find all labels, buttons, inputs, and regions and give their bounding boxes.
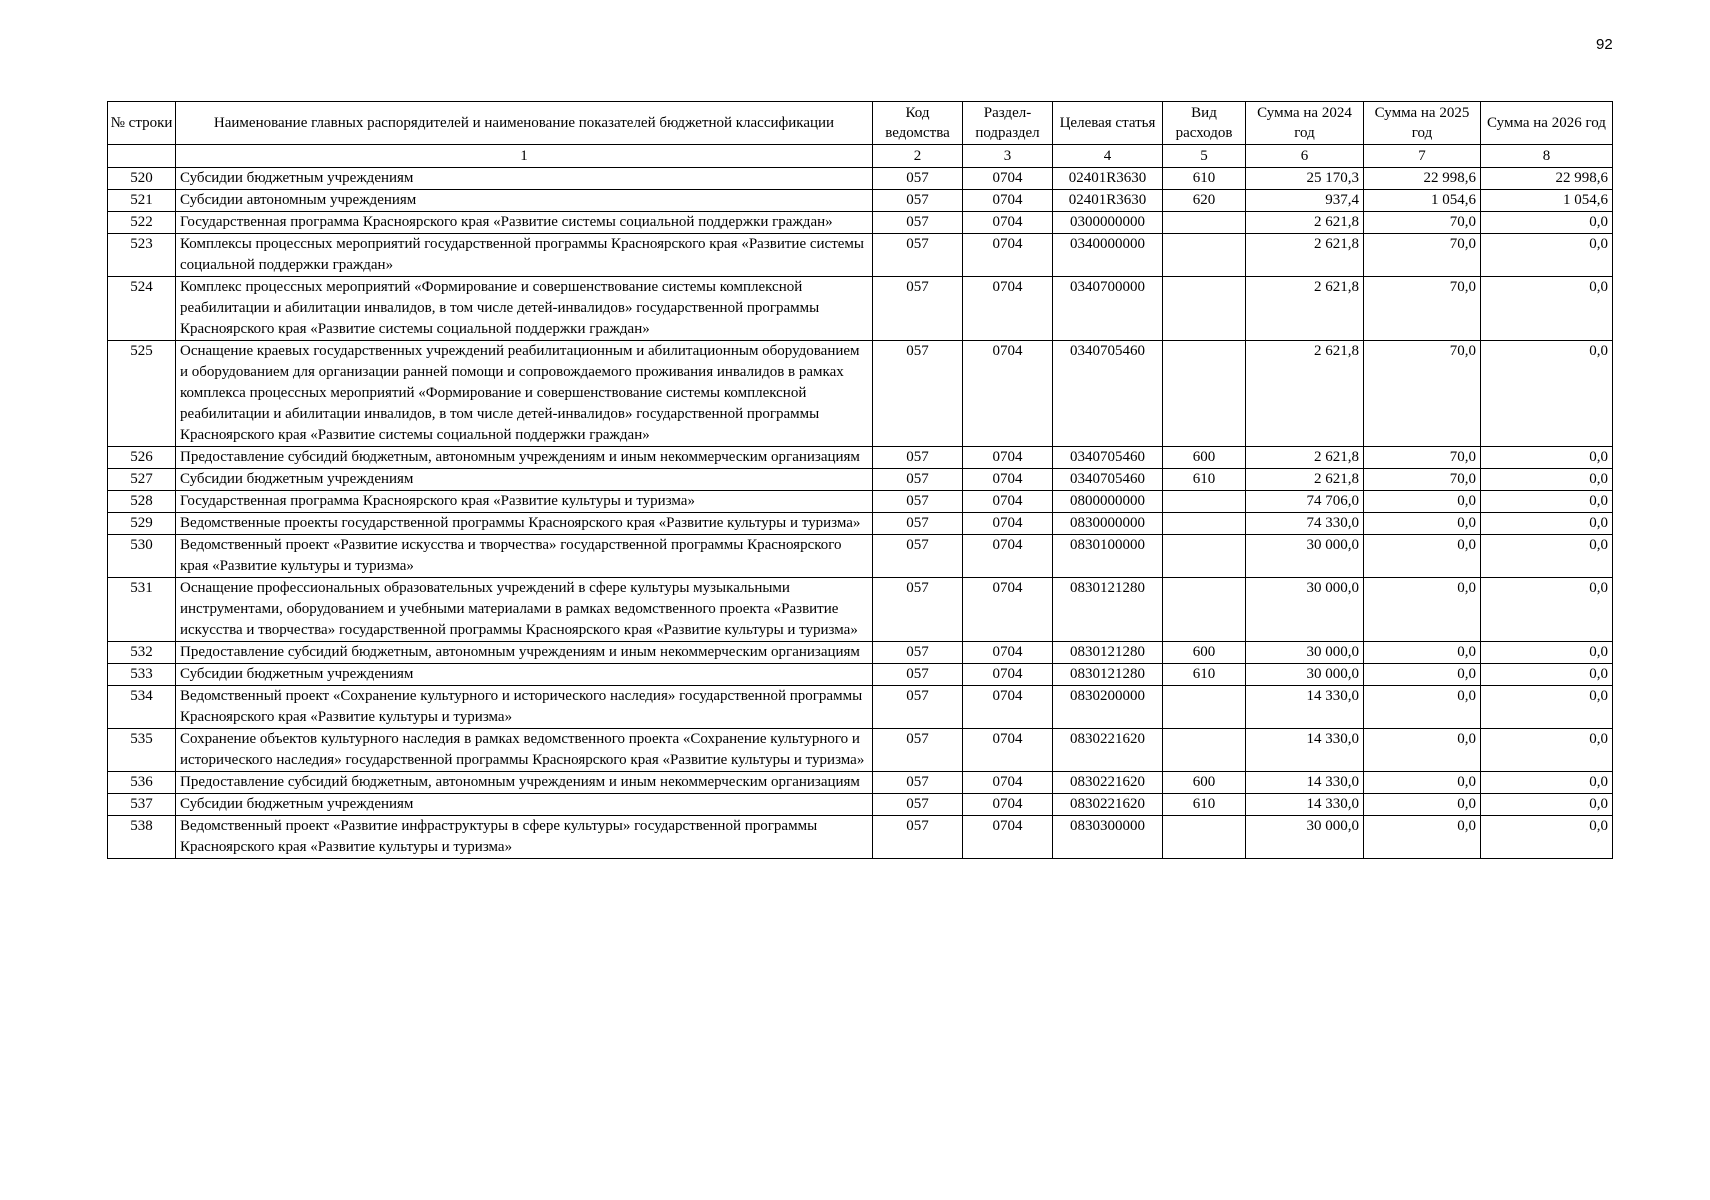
target-article-cell: 0830200000 (1053, 686, 1163, 729)
column-index-cell: 7 (1364, 145, 1481, 168)
expense-type-cell (1163, 234, 1246, 277)
target-article-cell: 0830221620 (1053, 772, 1163, 794)
expense-type-cell (1163, 513, 1246, 535)
sum-2025-cell: 70,0 (1364, 447, 1481, 469)
department-code-cell: 057 (873, 772, 963, 794)
column-index-cell: 3 (963, 145, 1053, 168)
row-number-cell: 532 (108, 642, 176, 664)
sum-2025-cell: 0,0 (1364, 816, 1481, 859)
department-code-cell: 057 (873, 794, 963, 816)
sum-2025-cell: 22 998,6 (1364, 168, 1481, 190)
department-code-cell: 057 (873, 535, 963, 578)
department-code-cell: 057 (873, 491, 963, 513)
target-article-cell: 0830300000 (1053, 816, 1163, 859)
sum-2025-cell: 0,0 (1364, 642, 1481, 664)
sum-2025-cell: 0,0 (1364, 794, 1481, 816)
budget-table (107, 101, 1613, 859)
row-number-cell: 525 (108, 341, 176, 447)
item-name-cell: Комплексы процессных мероприятий государственной программы Красноярского края «Развитие системы социальной поддержки граждан» (176, 234, 873, 277)
table-row (108, 729, 1613, 772)
row-number-cell: 533 (108, 664, 176, 686)
sum-2025-cell: 0,0 (1364, 772, 1481, 794)
expense-type-cell (1163, 277, 1246, 341)
item-name-cell: Субсидии бюджетным учреждениям (176, 168, 873, 190)
sum-2025-cell: 70,0 (1364, 212, 1481, 234)
item-name-cell: Предоставление субсидий бюджетным, автономным учреждениям и иным некоммерческим организациям (176, 772, 873, 794)
item-name-cell: Субсидии бюджетным учреждениям (176, 664, 873, 686)
column-index-cell: 2 (873, 145, 963, 168)
expense-type-cell (1163, 816, 1246, 859)
target-article-cell: 0340000000 (1053, 234, 1163, 277)
sum-2025-cell: 0,0 (1364, 513, 1481, 535)
row-number-cell: 536 (108, 772, 176, 794)
target-article-cell: 0300000000 (1053, 212, 1163, 234)
header-target-article: Целевая статья (1053, 102, 1163, 145)
table-row (108, 578, 1613, 642)
row-number-cell: 523 (108, 234, 176, 277)
table-row (108, 212, 1613, 234)
item-name-cell: Ведомственный проект «Развитие искусства и творчества» государственной программы Красноярского края «Развитие культуры и туризма» (176, 535, 873, 578)
sum-2025-cell: 70,0 (1364, 234, 1481, 277)
section-cell: 0704 (963, 447, 1053, 469)
expense-type-cell: 600 (1163, 772, 1246, 794)
expense-type-cell (1163, 686, 1246, 729)
item-name-cell: Оснащение краевых государственных учреждений реабилитационным и абилитационным оборудованием и оборудованием для организации ранней помощи и сопровождаемого проживания инвалидов в рамках комплекса процессных мероприятий «Формирование и совершенствование системы комплексной реабилитации и абилитации инвалидов, в том числе детей-инвалидов» государственной программы Красноярского края «Развитие системы социальной поддержки граждан» (176, 341, 873, 447)
target-article-cell: 0830221620 (1053, 729, 1163, 772)
item-name-cell: Государственная программа Красноярского края «Развитие культуры и туризма» (176, 491, 873, 513)
table-body (108, 168, 1613, 859)
expense-type-cell: 610 (1163, 794, 1246, 816)
target-article-cell: 0340705460 (1053, 469, 1163, 491)
sum-2026-cell: 0,0 (1481, 341, 1613, 447)
sum-2026-cell: 1 054,6 (1481, 190, 1613, 212)
sum-2026-cell: 0,0 (1481, 686, 1613, 729)
table-row (108, 816, 1613, 859)
sum-2024-cell: 937,4 (1246, 190, 1364, 212)
sum-2024-cell: 30 000,0 (1246, 816, 1364, 859)
sum-2024-cell: 2 621,8 (1246, 469, 1364, 491)
table-row (108, 447, 1613, 469)
expense-type-cell (1163, 578, 1246, 642)
section-cell: 0704 (963, 212, 1053, 234)
sum-2026-cell: 0,0 (1481, 794, 1613, 816)
row-number-cell: 521 (108, 190, 176, 212)
expense-type-cell (1163, 535, 1246, 578)
row-number-cell: 520 (108, 168, 176, 190)
section-cell: 0704 (963, 794, 1053, 816)
sum-2024-cell: 2 621,8 (1246, 234, 1364, 277)
sum-2025-cell: 0,0 (1364, 729, 1481, 772)
sum-2026-cell: 0,0 (1481, 772, 1613, 794)
row-number-cell: 538 (108, 816, 176, 859)
sum-2024-cell: 30 000,0 (1246, 664, 1364, 686)
sum-2024-cell: 30 000,0 (1246, 535, 1364, 578)
table-row (108, 190, 1613, 212)
item-name-cell: Сохранение объектов культурного наследия в рамках ведомственного проекта «Сохранение культурного и исторического наследия» государственной программы Красноярского края «Развитие культуры и туризма» (176, 729, 873, 772)
expense-type-cell (1163, 212, 1246, 234)
table-row (108, 535, 1613, 578)
sum-2026-cell: 0,0 (1481, 212, 1613, 234)
department-code-cell: 057 (873, 212, 963, 234)
table-row (108, 341, 1613, 447)
department-code-cell: 057 (873, 729, 963, 772)
target-article-cell: 0830100000 (1053, 535, 1163, 578)
expense-type-cell (1163, 341, 1246, 447)
sum-2026-cell: 0,0 (1481, 664, 1613, 686)
item-name-cell: Ведомственный проект «Сохранение культурного и исторического наследия» государственной программы Красноярского края «Развитие культуры и туризма» (176, 686, 873, 729)
row-number-cell: 526 (108, 447, 176, 469)
department-code-cell: 057 (873, 447, 963, 469)
sum-2026-cell: 0,0 (1481, 642, 1613, 664)
department-code-cell: 057 (873, 664, 963, 686)
column-index-cell: 6 (1246, 145, 1364, 168)
sum-2025-cell: 1 054,6 (1364, 190, 1481, 212)
department-code-cell: 057 (873, 168, 963, 190)
section-cell: 0704 (963, 729, 1053, 772)
column-index-cell: 5 (1163, 145, 1246, 168)
sum-2025-cell: 0,0 (1364, 535, 1481, 578)
section-cell: 0704 (963, 664, 1053, 686)
section-cell: 0704 (963, 535, 1053, 578)
department-code-cell: 057 (873, 578, 963, 642)
sum-2026-cell: 22 998,6 (1481, 168, 1613, 190)
section-cell: 0704 (963, 686, 1053, 729)
sum-2024-cell: 74 706,0 (1246, 491, 1364, 513)
department-code-cell: 057 (873, 341, 963, 447)
sum-2026-cell: 0,0 (1481, 816, 1613, 859)
department-code-cell: 057 (873, 469, 963, 491)
sum-2024-cell: 2 621,8 (1246, 277, 1364, 341)
column-index-cell: 1 (176, 145, 873, 168)
target-article-cell: 0800000000 (1053, 491, 1163, 513)
sum-2026-cell: 0,0 (1481, 578, 1613, 642)
table-row (108, 491, 1613, 513)
sum-2024-cell: 74 330,0 (1246, 513, 1364, 535)
section-cell: 0704 (963, 190, 1053, 212)
section-cell: 0704 (963, 341, 1053, 447)
sum-2024-cell: 25 170,3 (1246, 168, 1364, 190)
department-code-cell: 057 (873, 277, 963, 341)
sum-2025-cell: 70,0 (1364, 277, 1481, 341)
item-name-cell: Оснащение профессиональных образовательных учреждений в сфере культуры музыкальными инструментами, оборудованием и учебными материалами в рамках ведомственного проекта «Развитие искусства и творчества» государственной программы Красноярского края «Развитие культуры и туризма» (176, 578, 873, 642)
table-row (108, 772, 1613, 794)
row-number-cell: 535 (108, 729, 176, 772)
item-name-cell: Субсидии автономным учреждениям (176, 190, 873, 212)
department-code-cell: 057 (873, 642, 963, 664)
target-article-cell: 0830000000 (1053, 513, 1163, 535)
header-expense-type: Вид расходов (1163, 102, 1246, 145)
department-code-cell: 057 (873, 190, 963, 212)
target-article-cell: 0830121280 (1053, 578, 1163, 642)
target-article-cell: 0830121280 (1053, 664, 1163, 686)
page-number: 92 (1596, 36, 1613, 53)
expense-type-cell: 600 (1163, 447, 1246, 469)
section-cell: 0704 (963, 168, 1053, 190)
section-cell: 0704 (963, 234, 1053, 277)
sum-2024-cell: 14 330,0 (1246, 729, 1364, 772)
sum-2026-cell: 0,0 (1481, 447, 1613, 469)
expense-type-cell: 610 (1163, 664, 1246, 686)
target-article-cell: 0340705460 (1053, 447, 1163, 469)
item-name-cell: Комплекс процессных мероприятий «Формирование и совершенствование системы комплексной реабилитации и абилитации инвалидов, в том числе детей-инвалидов» государственной программы Красноярского края «Развитие системы социальной поддержки граждан» (176, 277, 873, 341)
row-number-cell: 529 (108, 513, 176, 535)
header-sum-2025: Сумма на 2025 год (1364, 102, 1481, 145)
column-index-row (108, 145, 1613, 168)
sum-2024-cell: 14 330,0 (1246, 772, 1364, 794)
expense-type-cell: 620 (1163, 190, 1246, 212)
item-name-cell: Государственная программа Красноярского края «Развитие системы социальной поддержки граждан» (176, 212, 873, 234)
target-article-cell: 0830221620 (1053, 794, 1163, 816)
table-row (108, 686, 1613, 729)
department-code-cell: 057 (873, 686, 963, 729)
item-name-cell: Предоставление субсидий бюджетным, автономным учреждениям и иным некоммерческим организациям (176, 447, 873, 469)
table-row (108, 469, 1613, 491)
section-cell: 0704 (963, 642, 1053, 664)
sum-2026-cell: 0,0 (1481, 491, 1613, 513)
header-department-code: Код ведомства (873, 102, 963, 145)
sum-2026-cell: 0,0 (1481, 469, 1613, 491)
section-cell: 0704 (963, 816, 1053, 859)
row-number-cell: 531 (108, 578, 176, 642)
header-row-number: № строки (108, 102, 176, 145)
target-article-cell: 02401R3630 (1053, 168, 1163, 190)
sum-2025-cell: 0,0 (1364, 578, 1481, 642)
row-number-cell: 528 (108, 491, 176, 513)
section-cell: 0704 (963, 277, 1053, 341)
sum-2024-cell: 2 621,8 (1246, 341, 1364, 447)
sum-2026-cell: 0,0 (1481, 535, 1613, 578)
department-code-cell: 057 (873, 234, 963, 277)
sum-2024-cell: 14 330,0 (1246, 686, 1364, 729)
item-name-cell: Ведомственный проект «Развитие инфраструктуры в сфере культуры» государственной программы Красноярского края «Развитие культуры и туризма» (176, 816, 873, 859)
expense-type-cell: 610 (1163, 168, 1246, 190)
sum-2026-cell: 0,0 (1481, 234, 1613, 277)
sum-2024-cell: 30 000,0 (1246, 642, 1364, 664)
sum-2025-cell: 70,0 (1364, 341, 1481, 447)
sum-2024-cell: 30 000,0 (1246, 578, 1364, 642)
department-code-cell: 057 (873, 513, 963, 535)
section-cell: 0704 (963, 578, 1053, 642)
department-code-cell: 057 (873, 816, 963, 859)
expense-type-cell: 610 (1163, 469, 1246, 491)
expense-type-cell (1163, 491, 1246, 513)
sum-2026-cell: 0,0 (1481, 729, 1613, 772)
section-cell: 0704 (963, 772, 1053, 794)
target-article-cell: 0340705460 (1053, 341, 1163, 447)
header-name: Наименование главных распорядителей и наименование показателей бюджетной классификации (176, 102, 873, 145)
row-number-cell: 530 (108, 535, 176, 578)
table-row (108, 277, 1613, 341)
table-row (108, 642, 1613, 664)
item-name-cell: Предоставление субсидий бюджетным, автономным учреждениям и иным некоммерческим организациям (176, 642, 873, 664)
table-row (108, 664, 1613, 686)
expense-type-cell: 600 (1163, 642, 1246, 664)
target-article-cell: 0830121280 (1053, 642, 1163, 664)
sum-2025-cell: 0,0 (1364, 686, 1481, 729)
sum-2024-cell: 14 330,0 (1246, 794, 1364, 816)
sum-2026-cell: 0,0 (1481, 277, 1613, 341)
column-index-cell: 4 (1053, 145, 1163, 168)
sum-2025-cell: 70,0 (1364, 469, 1481, 491)
target-article-cell: 02401R3630 (1053, 190, 1163, 212)
item-name-cell: Субсидии бюджетным учреждениям (176, 469, 873, 491)
table-row (108, 168, 1613, 190)
table-row (108, 234, 1613, 277)
table-row (108, 794, 1613, 816)
section-cell: 0704 (963, 469, 1053, 491)
sum-2024-cell: 2 621,8 (1246, 447, 1364, 469)
section-cell: 0704 (963, 513, 1053, 535)
row-number-cell: 534 (108, 686, 176, 729)
header-sum-2024: Сумма на 2024 год (1246, 102, 1364, 145)
header-section: Раздел-подраздел (963, 102, 1053, 145)
column-index-cell: 8 (1481, 145, 1613, 168)
column-index-cell (108, 145, 176, 168)
table-row (108, 513, 1613, 535)
sum-2026-cell: 0,0 (1481, 513, 1613, 535)
header-sum-2026: Сумма на 2026 год (1481, 102, 1613, 145)
row-number-cell: 537 (108, 794, 176, 816)
row-number-cell: 527 (108, 469, 176, 491)
expense-type-cell (1163, 729, 1246, 772)
row-number-cell: 524 (108, 277, 176, 341)
sum-2025-cell: 0,0 (1364, 664, 1481, 686)
item-name-cell: Ведомственные проекты государственной программы Красноярского края «Развитие культуры и туризма» (176, 513, 873, 535)
item-name-cell: Субсидии бюджетным учреждениям (176, 794, 873, 816)
sum-2024-cell: 2 621,8 (1246, 212, 1364, 234)
section-cell: 0704 (963, 491, 1053, 513)
header-row (108, 102, 1613, 145)
sum-2025-cell: 0,0 (1364, 491, 1481, 513)
target-article-cell: 0340700000 (1053, 277, 1163, 341)
row-number-cell: 522 (108, 212, 176, 234)
